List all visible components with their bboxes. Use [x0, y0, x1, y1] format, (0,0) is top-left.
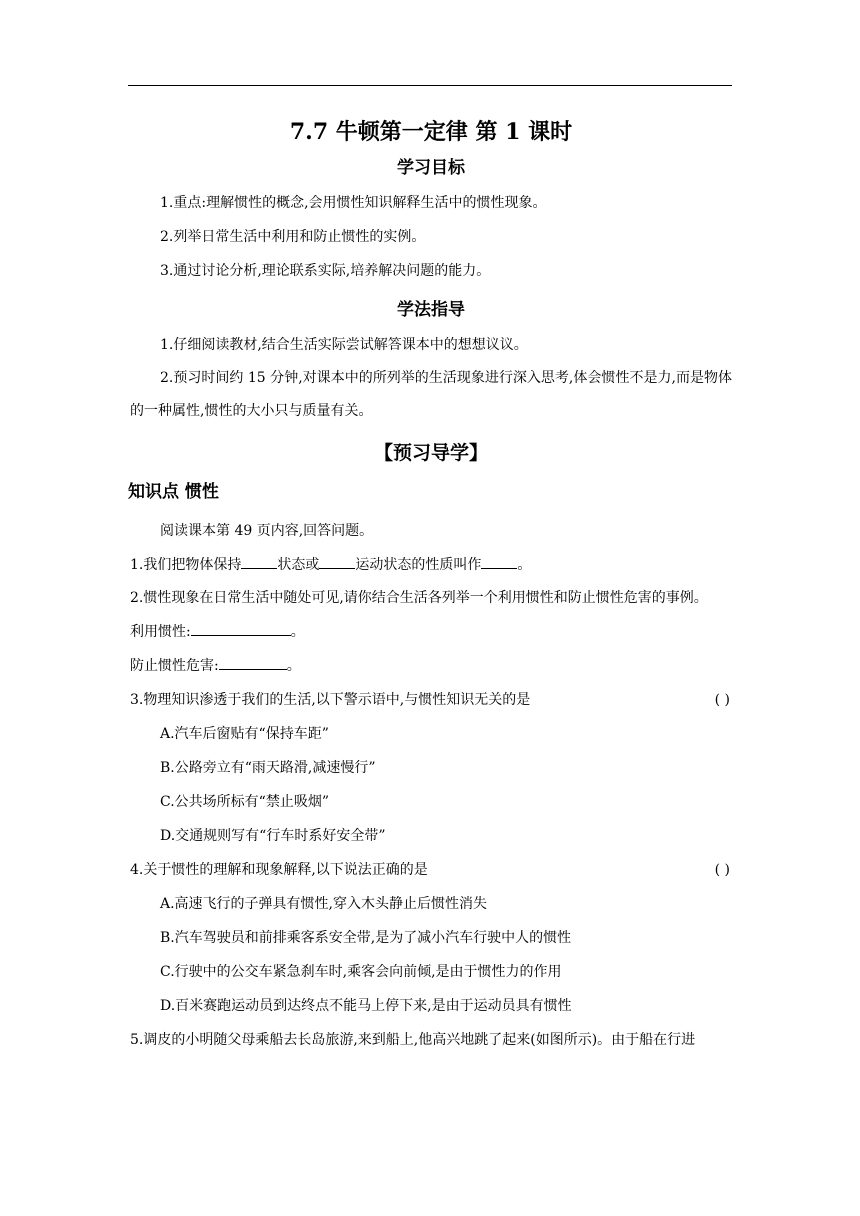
header-rule — [128, 85, 732, 86]
q1-blank-3[interactable] — [481, 552, 517, 569]
question-5: 5.调皮的小明随父母乘船去长岛旅游,来到船上,他高兴地跳了起来(如图所示)。由于船在行进 — [130, 1032, 696, 1048]
knowledge-point-heading: 知识点 惯性 — [128, 482, 219, 502]
intro-text: 阅读课本第 49 页内容,回答问题。 — [160, 523, 374, 539]
method-item: 2.预习时间约 15 分钟,对课本中的所列举的生活现象进行深入思考,体会惯性不是力,而是物体的一种属性,惯性的大小只与质量有关。 — [130, 370, 732, 419]
q4-text: 4.关于惯性的理解和现象解释,以下说法正确的是 — [130, 862, 428, 878]
q1-blank-1[interactable] — [241, 552, 277, 569]
objective-item: 1.重点:理解惯性的概念,会用惯性知识解释生活中的惯性现象。 — [160, 195, 547, 211]
page-title: 7.7 牛顿第一定律 第 1 课时 — [289, 119, 573, 145]
objective-item: 2.列举日常生活中利用和防止惯性的实例。 — [160, 229, 426, 245]
q3-answer-bracket[interactable]: ( ) — [714, 692, 730, 708]
document-page — [130, 100, 732, 1057]
preview-title: 【预习导学】 — [373, 442, 488, 464]
q4-answer-bracket[interactable]: ( ) — [714, 862, 730, 878]
methods-heading: 学法指导 — [397, 300, 465, 320]
q1-text-2: 状态或 — [277, 557, 320, 573]
q2-use-line — [130, 615, 732, 649]
q2-use-blank[interactable] — [191, 619, 291, 636]
question-2-text: 2.惯性现象在日常生活中随处可见,请你结合生活各列举一个利用惯性和防止惯性危害的事例。 — [130, 590, 708, 606]
q1-text-3: 运动状态的性质叫作 — [355, 557, 482, 573]
question-4 — [130, 853, 732, 887]
q4-option: D.百米赛跑运动员到达终点不能马上停下来,是由于运动员具有惯性 — [160, 998, 572, 1014]
objectives-heading: 学习目标 — [397, 158, 465, 178]
question-1 — [130, 548, 732, 582]
q3-option: B.公路旁立有“雨天路滑,减速慢行” — [160, 760, 376, 776]
q3-option: C.公共场所标有“禁止吸烟” — [160, 794, 329, 810]
objective-item: 3.通过讨论分析,理论联系实际,培养解决问题的能力。 — [160, 263, 491, 279]
q3-text: 3.物理知识渗透于我们的生活,以下警示语中,与惯性知识无关的是 — [130, 692, 531, 708]
q2-prevent-line — [130, 649, 732, 683]
q2-use-label: 利用惯性: — [130, 624, 191, 640]
q1-text-1: 1.我们把物体保持 — [130, 557, 242, 573]
q1-blank-2[interactable] — [319, 552, 355, 569]
q4-option: A.高速飞行的子弹具有惯性,穿入木头静止后惯性消失 — [160, 896, 488, 912]
question-3 — [130, 683, 732, 717]
q2-prevent-end: 。 — [286, 658, 301, 674]
q1-end: 。 — [517, 557, 532, 573]
q4-option: B.汽车驾驶员和前排乘客系安全带,是为了减小汽车行驶中人的惯性 — [160, 930, 572, 946]
q2-use-end: 。 — [290, 624, 305, 640]
method-item: 1.仔细阅读教材,结合生活实际尝试解答课本中的想想议议。 — [160, 337, 528, 353]
q3-option: A.汽车后窗贴有“保持车距” — [160, 726, 329, 742]
q2-prevent-label: 防止惯性危害: — [130, 658, 219, 674]
q2-prevent-blank[interactable] — [219, 653, 287, 670]
q4-option: C.行驶中的公交车紧急刹车时,乘客会向前倾,是由于惯性力的作用 — [160, 964, 562, 980]
q3-option: D.交通规则写有“行车时系好安全带” — [160, 828, 386, 844]
